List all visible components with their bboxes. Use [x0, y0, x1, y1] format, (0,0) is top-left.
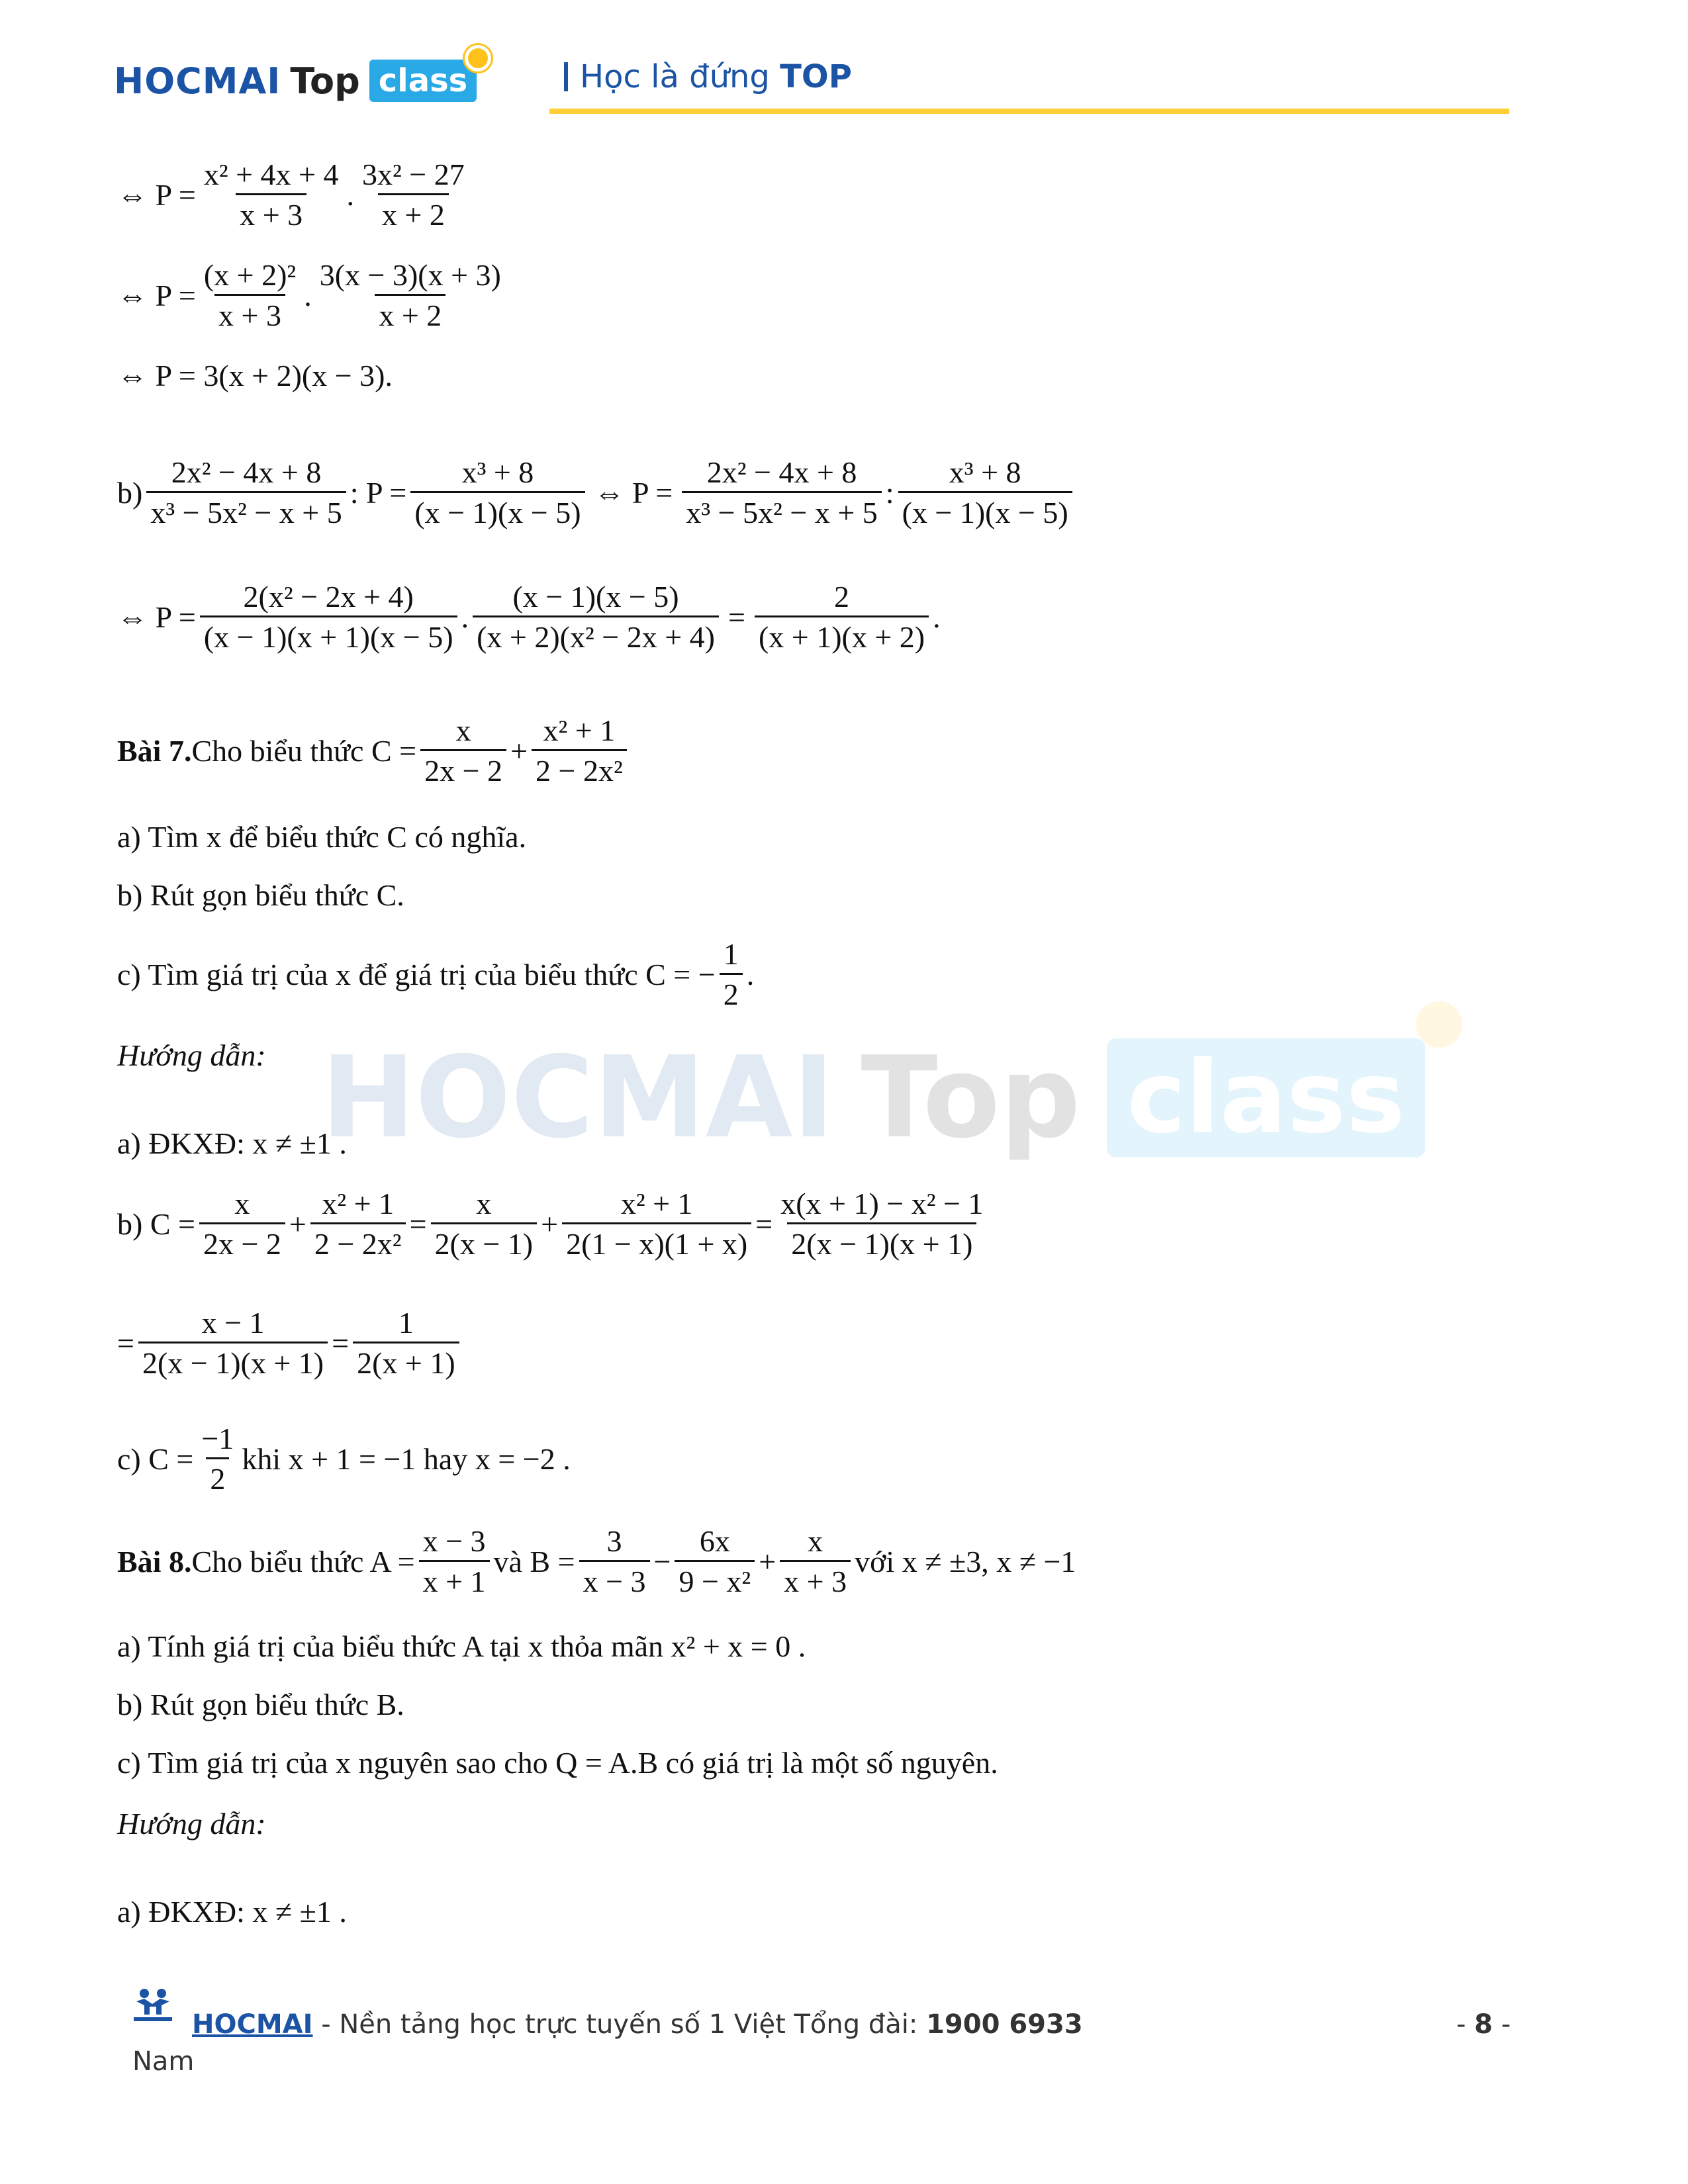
denominator: x + 2: [378, 193, 449, 231]
numerator: x − 1: [201, 1306, 265, 1340]
denominator: 2(x − 1)(x + 1): [138, 1342, 328, 1379]
dot-op: .: [346, 178, 355, 212]
numerator: x³ + 8: [949, 455, 1021, 489]
numerator: x: [234, 1187, 250, 1220]
header-tagline: [564, 58, 852, 95]
minus-op: −: [653, 1545, 671, 1579]
numerator: x(x + 1) − x² − 1: [780, 1187, 984, 1220]
watermark-star-icon: [1416, 1001, 1462, 1048]
footer-line: [192, 2009, 1083, 2040]
condition-text: với x ≠ ±3, x ≠ −1: [855, 1545, 1076, 1579]
denominator: x − 3: [579, 1560, 650, 1598]
bai8-heading: [117, 1525, 1076, 1598]
bai8-question-b: b) Rút gọn biểu thức B.: [117, 1688, 404, 1721]
fraction: [310, 1188, 406, 1261]
page-suffix: -: [1493, 2009, 1511, 2040]
denominator: 2x − 2: [199, 1222, 285, 1260]
numerator: x² + 4x + 4: [203, 158, 339, 191]
fraction: [755, 581, 929, 654]
page-prefix: -: [1456, 2009, 1475, 2040]
bai7-solution-b-line1: [117, 1188, 991, 1261]
numerator: x: [455, 713, 471, 747]
numerator: 2x² − 4x + 8: [171, 455, 322, 489]
denominator: x + 3: [236, 193, 306, 231]
header-underline: [549, 109, 1509, 114]
equiv-p: ⇔ P =: [594, 476, 673, 510]
colon-op: :: [885, 476, 894, 510]
numerator: (x − 1)(x − 5): [512, 580, 679, 614]
denominator: x³ − 5x² − x + 5: [682, 491, 881, 529]
bai7-huong-dan: Hướng dẫn:: [117, 1038, 266, 1072]
numerator: 1: [398, 1306, 414, 1340]
fraction: [138, 1307, 328, 1380]
plus-op: +: [289, 1207, 306, 1242]
fraction: [562, 1188, 751, 1261]
equation-p-line2: [117, 259, 509, 332]
fraction: [532, 715, 627, 788]
bai8-huong-dan: Hướng dẫn:: [117, 1807, 266, 1841]
bai7-question-c: [117, 938, 754, 1011]
equiv-p: ⇔ P =: [117, 279, 196, 313]
bai7-intro: Cho biểu thức C =: [191, 734, 417, 768]
solution-label: c) C =: [117, 1442, 194, 1477]
denominator: x + 3: [214, 294, 285, 332]
numerator: 2: [834, 580, 850, 614]
logo-class-badge: [369, 60, 477, 102]
fraction: [200, 581, 457, 654]
footer-brand-link[interactable]: HOCMAI: [192, 2009, 313, 2040]
dot-op: .: [933, 600, 941, 635]
numerator: x³ + 8: [461, 455, 534, 489]
numerator: −1: [201, 1422, 234, 1455]
page-number-value: 8: [1474, 2009, 1493, 2040]
bai7-heading: [117, 715, 631, 788]
equals-op: =: [332, 1326, 350, 1361]
fraction: [780, 1525, 851, 1598]
fraction: [720, 938, 743, 1011]
equals-op: =: [727, 600, 745, 635]
solution-label: b) C =: [117, 1207, 195, 1242]
equals-op: =: [409, 1207, 427, 1242]
fraction: [200, 159, 343, 232]
denominator: 2 − 2x²: [310, 1222, 406, 1260]
fraction: [898, 457, 1072, 529]
bai7-solution-b-line2: [117, 1307, 463, 1380]
numerator: x: [476, 1187, 492, 1220]
numerator: 3: [606, 1524, 622, 1558]
fraction: [420, 715, 506, 788]
period: .: [746, 958, 755, 992]
logo-star-icon: [465, 45, 491, 71]
numerator: 2(x² − 2x + 4): [243, 580, 414, 614]
fraction: [431, 1188, 538, 1261]
denominator: x + 3: [780, 1560, 851, 1598]
conjunction-text: và B =: [493, 1545, 575, 1579]
numerator: 1: [723, 937, 739, 971]
bai8-title: Bài 8.: [117, 1545, 192, 1579]
equiv-p: ⇔ P =: [117, 178, 196, 212]
numerator: x − 3: [422, 1524, 486, 1558]
footer-hotline: 1900 6933: [926, 2009, 1083, 2040]
denominator: (x + 2)(x² − 2x + 4): [473, 615, 719, 653]
equation-p-line1: [117, 159, 473, 232]
question-c-text: c) Tìm giá trị của x để giá trị của biểu thức C = −: [117, 958, 716, 992]
fraction: [682, 457, 881, 529]
equation-b-line2: [117, 581, 941, 654]
denominator: 2 − 2x²: [532, 749, 627, 787]
bai8-intro: Cho biểu thức A =: [191, 1545, 415, 1579]
equiv-p: ⇔ P =: [117, 600, 196, 635]
dot-op: .: [304, 279, 312, 313]
fraction: [316, 259, 505, 332]
fraction: [579, 1525, 650, 1598]
logo-class-text: class: [378, 62, 468, 99]
fraction: [410, 457, 585, 529]
denominator: 2: [720, 973, 743, 1011]
denominator: 2: [206, 1457, 229, 1495]
plus-op: +: [510, 734, 528, 768]
denominator: x³ − 5x² − x + 5: [146, 491, 346, 529]
bai7-title: Bài 7.: [117, 734, 192, 768]
bai8-question-c: c) Tìm giá trị của x nguyên sao cho Q = A.B có giá trị là một số nguyên.: [117, 1746, 998, 1780]
watermark-class-text: class: [1127, 1040, 1405, 1156]
tagline-bold: TOP: [780, 58, 852, 95]
denominator: (x − 1)(x + 1)(x − 5): [200, 615, 457, 653]
denominator: (x − 1)(x − 5): [410, 491, 585, 529]
fraction: [353, 1307, 459, 1380]
page-number: [1456, 2009, 1511, 2040]
colon-p: : P =: [350, 476, 407, 510]
denominator: 2(1 − x)(1 + x): [562, 1222, 751, 1260]
part-label: b): [117, 476, 143, 510]
denominator: (x − 1)(x − 5): [898, 491, 1072, 529]
fraction: [419, 1525, 490, 1598]
plus-op: +: [541, 1207, 559, 1242]
fraction: [473, 581, 719, 654]
fraction: [146, 457, 346, 529]
watermark-class: [1107, 1038, 1425, 1158]
bai7-question-b: b) Rút gọn biểu thức C.: [117, 878, 404, 912]
watermark-top: Top: [861, 1032, 1081, 1163]
denominator: 9 − x²: [675, 1560, 755, 1598]
solution-c-text: khi x + 1 = −1 hay x = −2 .: [242, 1442, 571, 1477]
logo-top-text: Top: [290, 60, 360, 102]
denominator: x + 2: [375, 294, 445, 332]
numerator: x² + 1: [322, 1187, 395, 1220]
numerator: x² + 1: [620, 1187, 693, 1220]
denominator: 2(x − 1): [431, 1222, 538, 1260]
watermark-logo: [321, 1032, 1425, 1163]
numerator: x² + 1: [543, 713, 616, 747]
numerator: 6x: [699, 1524, 730, 1558]
hocmai-footer-logo-icon: [130, 1985, 176, 2024]
bai7-solution-c: [117, 1423, 571, 1496]
numerator: x: [808, 1524, 823, 1558]
footer-line2: Nam: [132, 2046, 195, 2077]
fraction: [675, 1525, 755, 1598]
denominator: 2x − 2: [420, 749, 506, 787]
denominator: x + 1: [419, 1560, 490, 1598]
bai7-question-a: a) Tìm x để biểu thức C có nghĩa.: [117, 820, 527, 854]
dot-op: .: [461, 600, 469, 635]
header-logo: [114, 54, 477, 107]
denominator: (x + 1)(x + 2): [755, 615, 929, 653]
equals-op: =: [117, 1326, 134, 1361]
equation-b-line1: [117, 457, 1076, 529]
numerator: 2x² − 4x + 8: [706, 455, 857, 489]
bai8-question-a: a) Tính giá trị của biểu thức A tại x thỏa mãn x² + x = 0 .: [117, 1629, 806, 1663]
tagline-text: Học là đứng: [580, 58, 780, 95]
tagline-bar: [564, 62, 568, 91]
equals-op: =: [755, 1207, 773, 1242]
logo-hocmai-text: HOCMAI: [114, 60, 281, 102]
fraction: [776, 1188, 987, 1261]
denominator: 2(x − 1)(x + 1): [787, 1222, 976, 1260]
watermark-hocmai: HOCMAI: [321, 1032, 835, 1163]
fraction: [358, 159, 469, 232]
fraction: [199, 1188, 285, 1261]
bai8-solution-a: a) ĐKXĐ: x ≠ ±1 .: [117, 1895, 347, 1929]
fraction: [197, 1423, 238, 1496]
numerator: 3(x − 3)(x + 3): [319, 258, 501, 292]
fraction: [200, 259, 300, 332]
footer-text: - Nền tảng học trực tuyến số 1 Việt Tổng đài:: [312, 2009, 927, 2040]
bai7-solution-a: a) ĐKXĐ: x ≠ ±1 .: [117, 1126, 347, 1160]
numerator: 3x² − 27: [362, 158, 465, 191]
numerator: (x + 2)²: [203, 258, 297, 292]
equation-p-line3: ⇔ P = 3(x + 2)(x − 3).: [117, 359, 393, 392]
plus-op: +: [759, 1545, 776, 1579]
denominator: 2(x + 1): [353, 1342, 459, 1379]
